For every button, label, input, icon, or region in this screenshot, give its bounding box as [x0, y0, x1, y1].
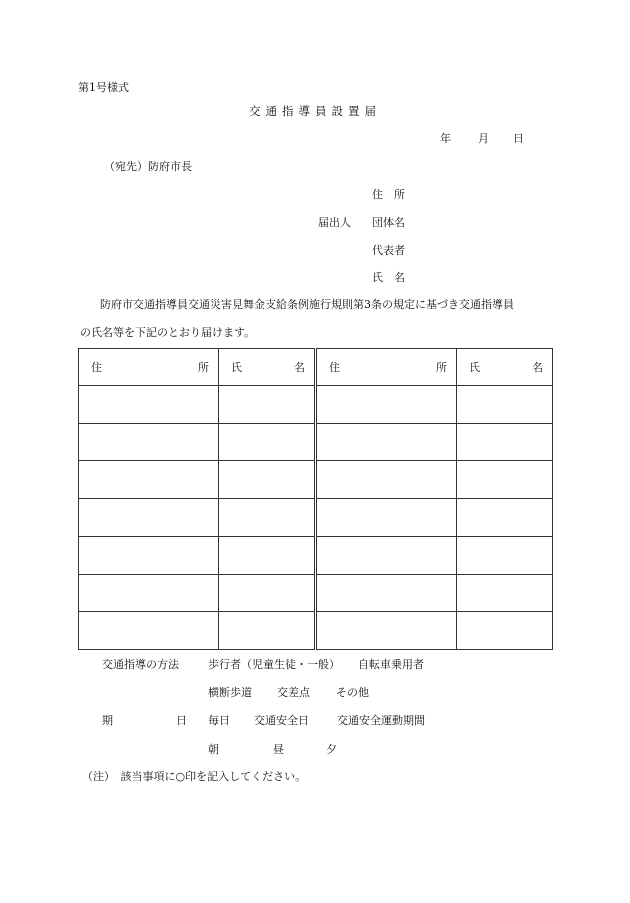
name-cell[interactable] — [457, 386, 553, 424]
table-row — [79, 574, 553, 612]
date-year-label: 年 — [440, 132, 451, 145]
name-cell[interactable] — [457, 461, 553, 499]
applicant-representative-label: 代表者 — [372, 244, 405, 257]
address-cell[interactable] — [316, 612, 457, 650]
applicant-address-label: 住 所 — [372, 188, 405, 201]
addressee: （宛先）防府市長 — [104, 160, 192, 173]
name-cell[interactable] — [457, 574, 553, 612]
address-cell[interactable] — [79, 423, 219, 461]
body-text-line-1: 防府市交通指導員交通災害見舞金支給条例施行規則第3条の規定に基づき交通指導員 — [100, 298, 514, 311]
name-cell[interactable] — [219, 536, 316, 574]
period-option-morning[interactable]: 朝 — [208, 743, 219, 756]
header-address-2: 住 所 — [316, 349, 457, 386]
table-row — [79, 386, 553, 424]
period-option-daily[interactable]: 毎日 — [208, 714, 230, 727]
name-cell[interactable] — [219, 423, 316, 461]
period-option-safety-day[interactable]: 交通安全日 — [254, 714, 309, 727]
name-cell[interactable] — [219, 574, 316, 612]
name-cell[interactable] — [457, 612, 553, 650]
date-month-label: 月 — [478, 132, 489, 145]
table-row — [79, 461, 553, 499]
address-cell[interactable] — [79, 536, 219, 574]
address-cell[interactable] — [79, 574, 219, 612]
method-option-cyclist[interactable]: 自転車乗用者 — [358, 658, 424, 671]
table-row — [79, 499, 553, 537]
name-cell[interactable] — [457, 536, 553, 574]
method-option-pedestrian[interactable]: 歩行者（児童生徒・一般） — [208, 658, 340, 671]
address-cell[interactable] — [316, 386, 457, 424]
method-option-crosswalk[interactable]: 横断歩道 — [208, 686, 252, 699]
name-cell[interactable] — [457, 423, 553, 461]
applicant-prefix: 届出人 — [318, 216, 351, 229]
address-cell[interactable] — [79, 386, 219, 424]
applicant-name-label: 氏 名 — [372, 271, 405, 284]
method-option-other[interactable]: その他 — [336, 686, 369, 699]
period-option-campaign-period[interactable]: 交通安全運動期間 — [337, 714, 425, 727]
period-option-evening[interactable]: 夕 — [326, 743, 337, 756]
table-row — [79, 536, 553, 574]
address-cell[interactable] — [316, 423, 457, 461]
method-label: 交通指導の方法 — [102, 658, 179, 671]
body-text-line-2: の氏名等を下記のとおり届けます。 — [80, 326, 256, 339]
address-cell[interactable] — [316, 536, 457, 574]
name-cell[interactable] — [219, 386, 316, 424]
name-cell[interactable] — [457, 499, 553, 537]
address-cell[interactable] — [79, 461, 219, 499]
footnote: （注） 該当事項に○印を記入してください。 — [82, 770, 307, 783]
instructor-table — [78, 348, 553, 650]
address-cell[interactable] — [316, 574, 457, 612]
name-cell[interactable] — [219, 612, 316, 650]
table-row — [79, 612, 553, 650]
period-option-noon[interactable]: 昼 — [273, 743, 284, 756]
date-day-label: 日 — [513, 132, 524, 145]
name-cell[interactable] — [219, 499, 316, 537]
header-name-2: 氏 名 — [457, 349, 553, 386]
table-header-row — [79, 349, 553, 386]
address-cell[interactable] — [316, 499, 457, 537]
period-label-first: 期 — [102, 714, 113, 727]
page-title: 交通指導員設置届 — [249, 104, 381, 118]
header-name-1: 氏 名 — [219, 349, 316, 386]
period-label-second: 日 — [176, 714, 187, 727]
header-address-1: 住 所 — [79, 349, 219, 386]
applicant-group-name-label: 団体名 — [372, 216, 405, 229]
form-number: 第1号様式 — [78, 81, 129, 94]
table-row — [79, 423, 553, 461]
address-cell[interactable] — [79, 499, 219, 537]
address-cell[interactable] — [316, 461, 457, 499]
name-cell[interactable] — [219, 461, 316, 499]
method-option-intersection[interactable]: 交差点 — [277, 686, 310, 699]
address-cell[interactable] — [79, 612, 219, 650]
